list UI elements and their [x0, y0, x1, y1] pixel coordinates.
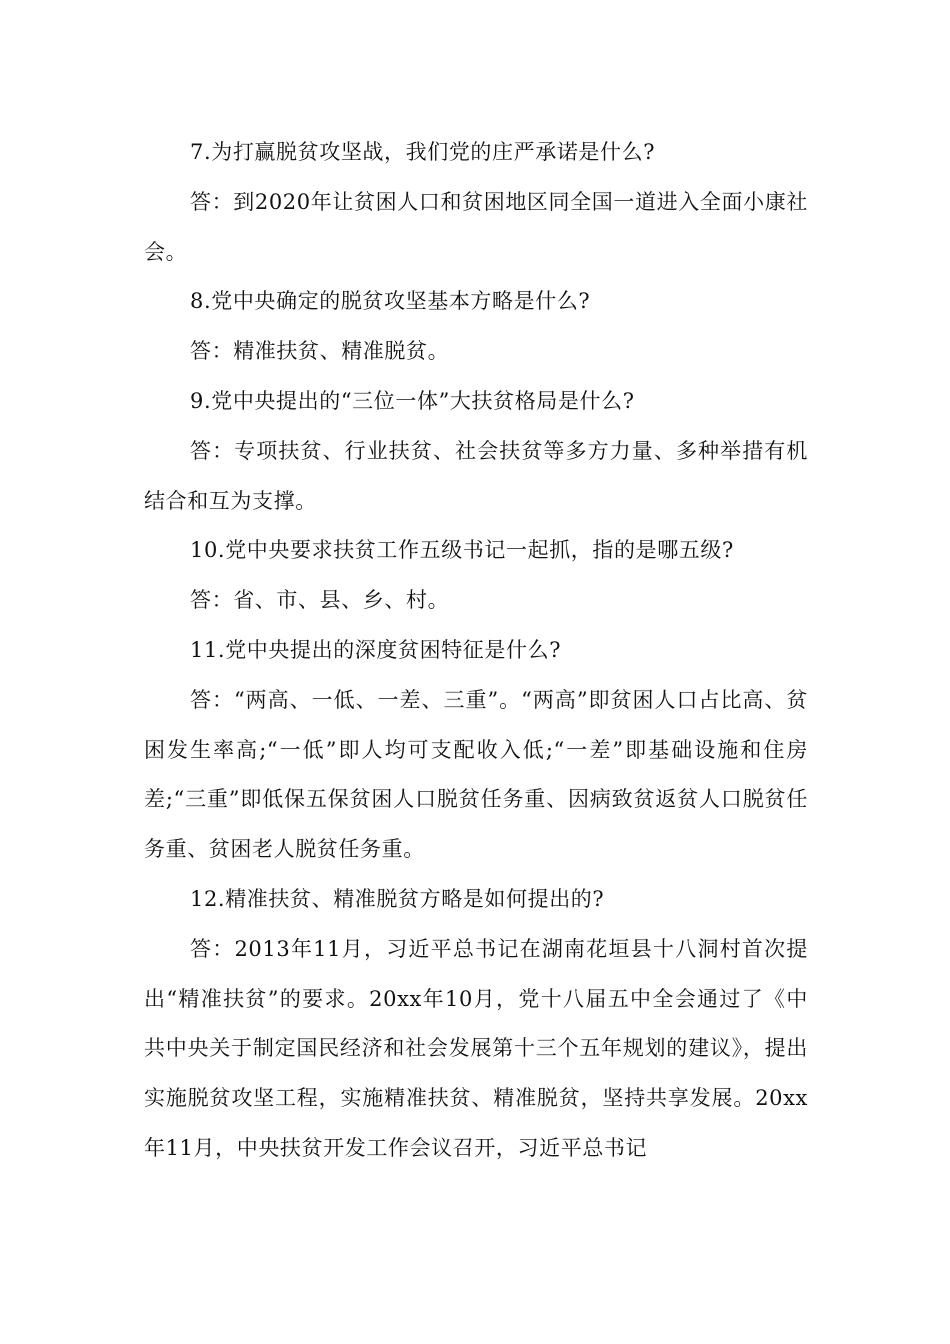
answer-7: 答：到2020年让贫困人口和贫困地区同全国一道进入全面小康社会。 — [144, 189, 808, 264]
question-7: 7.为打赢脱贫攻坚战，我们党的庄严承诺是什么? — [190, 140, 656, 164]
answer-9: 答：专项扶贫、行业扶贫、社会扶贫等多方力量、多种举措有机结合和互为支撑。 — [144, 438, 808, 513]
answer-11: 答：“两高、一低、一差、三重”。“两高”即贫困人口占比高、贫困发生率高;“一低”即人均可支配收入低;“一差”即基础设施和住房差;“三重”即低保五保贫困人口脱贫任务重、因病致贫返贫人口脱贫任务重、贫困老人脱贫任务重。 — [144, 687, 808, 862]
question-11: 11.党中央提出的深度贫困特征是什么? — [190, 637, 562, 662]
question-8: 8.党中央确定的脱贫攻坚基本方略是什么? — [190, 289, 591, 314]
question-9: 9.党中央提出的“三位一体”大扶贫格局是什么? — [190, 388, 635, 413]
answer-12: 答：2013年11月，习近平总书记在湖南花垣县十八洞村首次提出“精准扶贫”的要求。20xx年10月，党十八届五中全会通过了《中共中央关于制定国民经济和社会发展第十三个五年规划的建议》，提出实施脱贫攻坚工程，实施精准扶贫、精准脱贫，坚持共享发展。20xx年11月，中央扶贫开发工作会议召开，习近平总书记 — [144, 936, 808, 1160]
answer-10: 答：省、市、县、乡、村。 — [190, 588, 450, 613]
document-body — [144, 128, 808, 1174]
question-12: 12.精准扶贫、精准脱贫方略是如何提出的? — [190, 886, 605, 911]
question-10: 10.党中央要求扶贫工作五级书记一起抓，指的是哪五级? — [190, 538, 734, 563]
answer-8: 答：精准扶贫、精准脱贫。 — [190, 339, 450, 364]
